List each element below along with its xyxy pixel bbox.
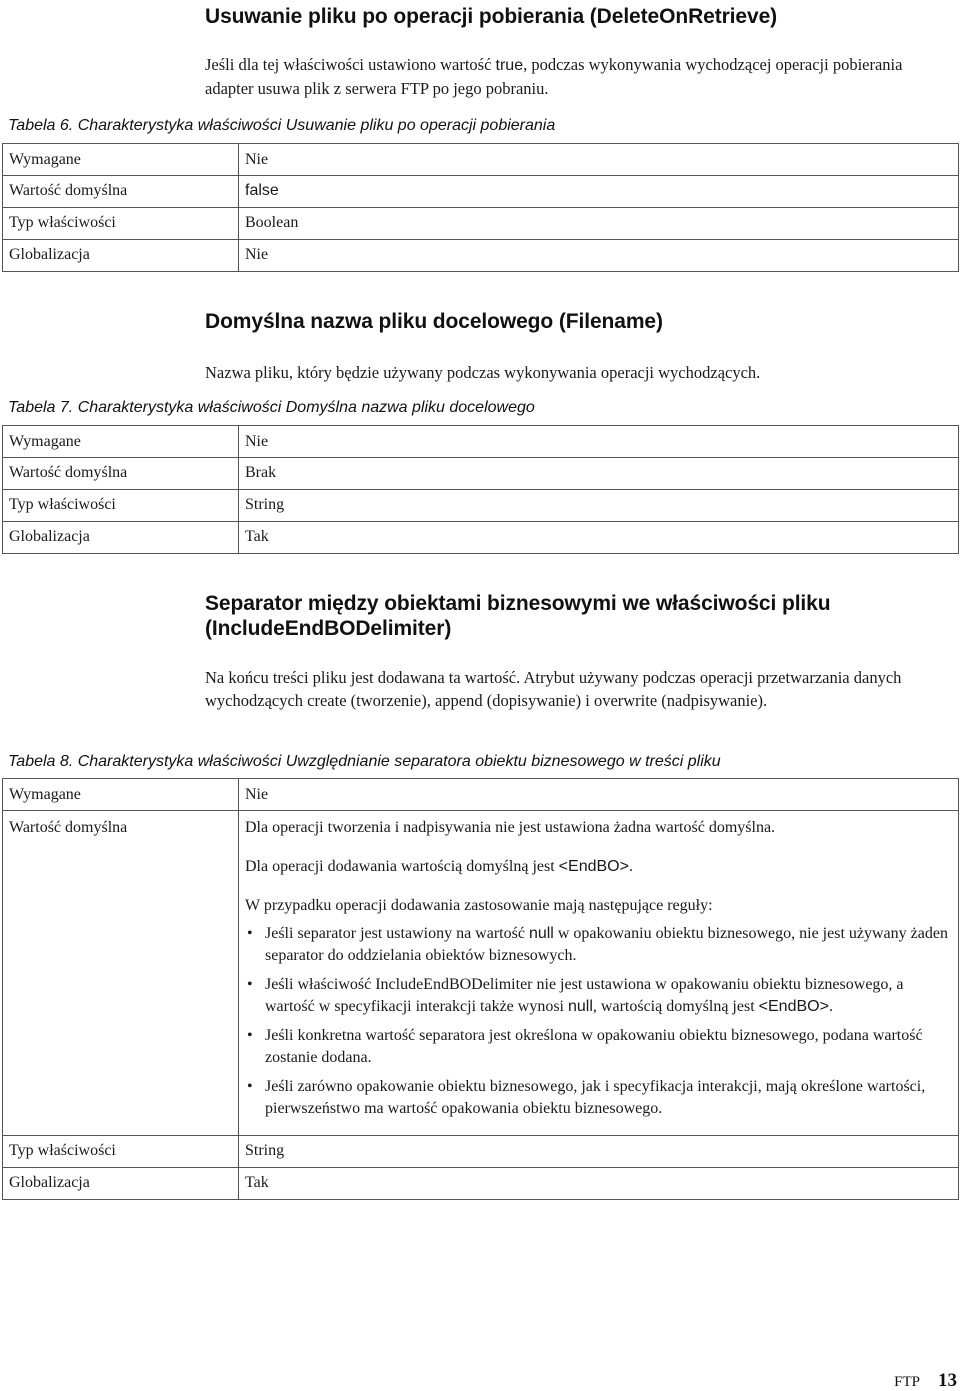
table-key: Globalizacja	[3, 522, 239, 554]
list-item: • Jeśli zarówno opakowanie obiektu biznesowego, jak i specyfikacja interakcji, mają określone wartości, pierwszeństwo ma wartość opakowania obiektu biznesowego.	[245, 1076, 952, 1120]
footer-label: FTP	[894, 1374, 920, 1390]
table-row	[3, 176, 959, 208]
code-null: null	[528, 925, 554, 942]
table-key: Typ właściwości	[3, 490, 239, 522]
table-key: Wartość domyślna	[3, 176, 239, 208]
table-key: Wymagane	[3, 144, 239, 176]
para-text: , podczas wykonywania wychodzącej operacji pobierania adapter usuwa plik z serwera FTP po jego pobraniu.	[205, 55, 903, 98]
table-row	[3, 779, 959, 811]
item-text: , wartością domyślną jest	[592, 998, 759, 1015]
properties-table-6	[2, 143, 959, 272]
table-key: Wartość domyślna	[3, 811, 239, 1136]
table-caption-6: Tabela 6. Charakterystyka właściwości Usuwanie pliku po operacji pobierania	[8, 117, 556, 134]
table-key: Wartość domyślna	[3, 458, 239, 490]
table-row	[3, 426, 959, 458]
list-item	[245, 923, 952, 967]
line-text: Dla operacji dodawania wartością domyślną jest	[245, 858, 559, 875]
table-value: Tak	[239, 1168, 959, 1200]
section-paragraph-delete-on-retrieve	[205, 53, 945, 100]
code-endbo: <EndBO>	[758, 998, 829, 1015]
table-value: String	[239, 490, 959, 522]
section-paragraph-filename: Nazwa pliku, który będzie używany podczas wykonywania operacji wychodzących.	[205, 363, 761, 382]
table-key: Globalizacja	[3, 1168, 239, 1200]
heading-line: (IncludeEndBODelimiter)	[205, 617, 452, 640]
default-line: W przypadku operacji dodawania zastosowanie mają następujące reguły:	[245, 897, 713, 914]
table-row	[3, 458, 959, 490]
properties-table-7	[2, 425, 959, 554]
table-value: false	[239, 176, 959, 208]
line-text: .	[628, 858, 633, 875]
section-heading-delete-on-retrieve: Usuwanie pliku po operacji pobierania (DeleteOnRetrieve)	[205, 5, 778, 28]
table-key: Wymagane	[3, 426, 239, 458]
properties-table-8	[2, 778, 959, 1200]
item-text: w opakowaniu obiektu biznesowego, nie jest używany żaden separator do oddzielania obiektów biznesowych.	[265, 925, 948, 964]
table-row	[3, 208, 959, 240]
para-text: Jeśli dla tej właściwości ustawiono wartość	[205, 55, 496, 74]
table-row	[3, 522, 959, 554]
item-text: Jeśli właściwość IncludeEndBODelimiter nie jest ustawiona w opakowaniu obiektu biznesowego, a wartość w specyfikacji interakcji także wynosi	[265, 976, 904, 1015]
table-value: Nie	[239, 144, 959, 176]
section-heading-filename: Domyślna nazwa pliku docelowego (Filename)	[205, 310, 663, 333]
table-key: Wymagane	[3, 779, 239, 811]
table-caption-7: Tabela 7. Charakterystyka właściwości Domyślna nazwa pliku docelowego	[8, 399, 535, 416]
table-value: Tak	[239, 522, 959, 554]
item-text: Jeśli separator jest ustawiony na wartość	[265, 925, 529, 942]
table-key: Typ właściwości	[3, 1136, 239, 1168]
code-true: true	[495, 57, 524, 74]
section-heading-include-end-bo-delimiter	[205, 591, 830, 641]
code-endbo: <EndBO>	[558, 858, 629, 875]
page-footer	[894, 1370, 957, 1391]
table-value: Nie	[239, 426, 959, 458]
table-row	[3, 811, 959, 1136]
table-row	[3, 1168, 959, 1200]
table-value: Boolean	[239, 208, 959, 240]
table-value: Brak	[239, 458, 959, 490]
item-text: .	[828, 998, 833, 1015]
default-line	[245, 856, 952, 878]
rules-list	[245, 923, 952, 1120]
table-row	[3, 1136, 959, 1168]
table-value: Nie	[239, 779, 959, 811]
table-key: Globalizacja	[3, 240, 239, 272]
table-row	[3, 240, 959, 272]
table-value-default	[239, 811, 959, 1136]
default-line: Dla operacji tworzenia i nadpisywania nie jest ustawiona żadna wartość domyślna.	[245, 819, 776, 836]
list-item: • Jeśli konkretna wartość separatora jest określona w opakowaniu obiektu biznesowego, podana wartość zostanie dodana.	[245, 1025, 952, 1069]
section-paragraph-include-end-bo-delimiter: Na końcu treści pliku jest dodawana ta wartość. Atrybut używany podczas operacji przetwarzania danych wychodzących create (tworzenie), append (dopisywanie) i overwrite (nadpisywanie).	[205, 668, 902, 710]
table-value: String	[239, 1136, 959, 1168]
table-row	[3, 144, 959, 176]
heading-line: Separator między obiektami biznesowymi we właściwości pliku	[205, 592, 831, 615]
list-item	[245, 974, 952, 1018]
table-caption-8: Tabela 8. Charakterystyka właściwości Uwzględnianie separatora obiektu biznesowego w treści pliku	[8, 753, 721, 770]
page-number: 13	[938, 1370, 957, 1391]
table-value: Nie	[239, 240, 959, 272]
table-row	[3, 490, 959, 522]
code-null: null	[568, 998, 593, 1015]
table-key: Typ właściwości	[3, 208, 239, 240]
